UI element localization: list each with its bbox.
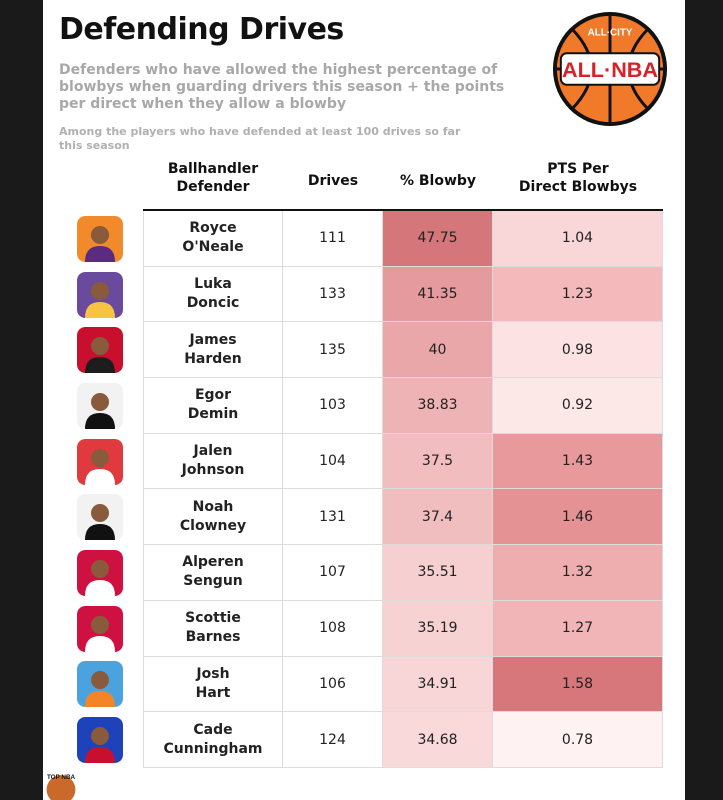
player-avatar <box>77 494 123 540</box>
player-name <box>143 434 283 489</box>
header-blowby: % Blowby <box>399 173 477 189</box>
drives-cell: 104 <box>283 434 383 489</box>
pts-cell: 0.98 <box>493 322 663 377</box>
blowby-cell: 34.68 <box>383 712 493 767</box>
drives-cell: 124 <box>283 712 383 767</box>
drives-cell: 135 <box>283 322 383 377</box>
table-row <box>143 657 663 713</box>
header-pts-line2: Direct Blowbys <box>518 179 638 195</box>
player-avatar <box>77 383 123 429</box>
pts-cell: 1.46 <box>493 489 663 544</box>
pts-cell: 1.32 <box>493 545 663 600</box>
blowby-cell: 47.75 <box>383 211 493 266</box>
player-name <box>143 545 283 600</box>
player-last-name: Clowney <box>179 517 247 534</box>
footnote: Among the players who have defended at least 100 drives so far this season <box>59 125 461 152</box>
logo-main-text: ALL·NBA <box>561 56 659 82</box>
table-row <box>143 601 663 657</box>
player-avatar <box>77 272 123 318</box>
drives-cell: 106 <box>283 657 383 712</box>
player-last-name: Doncic <box>186 295 240 312</box>
blowby-cell: 38.83 <box>383 378 493 433</box>
player-first-name: James <box>189 331 237 348</box>
table-row <box>143 211 663 267</box>
blowby-cell: 37.4 <box>383 489 493 544</box>
drives-cell: 131 <box>283 489 383 544</box>
blowby-cell: 34.91 <box>383 657 493 712</box>
header-drives: Drives <box>307 173 359 189</box>
player-last-name: Sengun <box>183 573 243 590</box>
player-last-name: Johnson <box>181 462 245 479</box>
pts-cell: 1.58 <box>493 657 663 712</box>
table-row <box>143 712 663 768</box>
header-defender-line2: Defender <box>176 179 250 195</box>
top-nba-logo <box>43 768 79 800</box>
player-first-name: Luka <box>194 276 232 293</box>
pts-cell: 1.43 <box>493 434 663 489</box>
drives-cell: 107 <box>283 545 383 600</box>
drives-cell: 103 <box>283 378 383 433</box>
table-row <box>143 267 663 323</box>
player-name <box>143 378 283 433</box>
player-avatar <box>77 550 123 596</box>
player-last-name: Demin <box>187 406 239 423</box>
corner-logo-text: TOP NBA <box>46 773 76 781</box>
player-avatar <box>77 216 123 262</box>
player-last-name: Barnes <box>185 629 241 646</box>
blowby-cell: 41.35 <box>383 267 493 322</box>
player-first-name: Royce <box>189 220 237 237</box>
player-first-name: Cade <box>193 721 233 738</box>
pts-cell: 1.23 <box>493 267 663 322</box>
player-first-name: Scottie <box>185 610 241 627</box>
blowby-cell: 35.19 <box>383 601 493 656</box>
drives-cell: 111 <box>283 211 383 266</box>
pts-cell: 0.78 <box>493 712 663 767</box>
pts-cell: 0.92 <box>493 378 663 433</box>
pts-cell: 1.04 <box>493 211 663 266</box>
header-pts-line1: PTS Per <box>547 161 609 177</box>
table-row <box>143 434 663 490</box>
header-defender-line1: Ballhandler <box>167 161 259 177</box>
player-name <box>143 601 283 656</box>
player-first-name: Josh <box>196 665 230 682</box>
player-name <box>143 322 283 377</box>
player-avatar <box>77 439 123 485</box>
infographic-card <box>43 0 685 800</box>
player-avatar <box>77 717 123 763</box>
player-last-name: Cunningham <box>163 740 263 757</box>
player-first-name: Egor <box>194 387 232 404</box>
player-name <box>143 267 283 322</box>
player-avatar <box>77 327 123 373</box>
subtitle: Defenders who have allowed the highest percentage of blowbys when guarding drivers this season + the points per direct when they allow a blowby <box>59 62 505 112</box>
player-last-name: Hart <box>195 684 231 701</box>
drives-cell: 108 <box>283 601 383 656</box>
table-row <box>143 545 663 601</box>
player-avatar <box>77 606 123 652</box>
table-row <box>143 489 663 545</box>
logo-top-text: ALL·CITY <box>587 27 633 39</box>
blowby-cell: 37.5 <box>383 434 493 489</box>
table-row <box>143 322 663 378</box>
player-first-name: Jalen <box>193 443 233 460</box>
pts-cell: 1.27 <box>493 601 663 656</box>
blowby-cell: 40 <box>383 322 493 377</box>
player-first-name: Alperen <box>182 554 244 571</box>
player-first-name: Noah <box>192 498 234 515</box>
page-title: Defending Drives <box>59 12 344 47</box>
blowby-cell: 35.51 <box>383 545 493 600</box>
player-name <box>143 657 283 712</box>
header-defender <box>143 160 283 196</box>
table-row <box>143 378 663 434</box>
all-nba-logo <box>551 10 669 128</box>
drives-cell: 133 <box>283 267 383 322</box>
header-pts <box>493 160 663 196</box>
player-avatar <box>77 661 123 707</box>
stats-table <box>143 209 663 768</box>
player-last-name: Harden <box>184 350 242 367</box>
player-name <box>143 489 283 544</box>
player-name <box>143 712 283 767</box>
player-name <box>143 211 283 266</box>
player-last-name: O'Neale <box>182 239 244 256</box>
